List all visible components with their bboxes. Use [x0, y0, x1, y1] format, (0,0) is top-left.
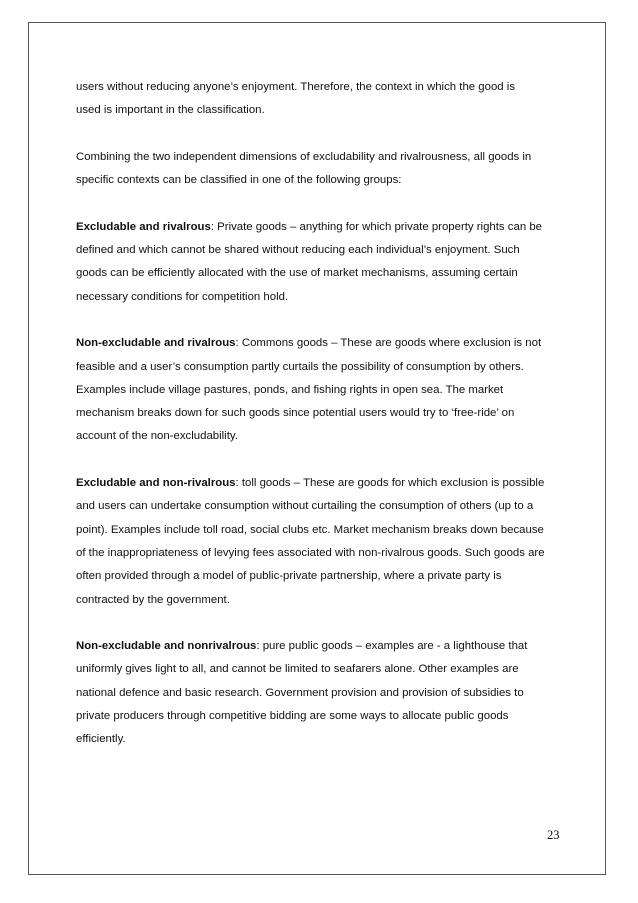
paragraph-classification	[76, 146, 576, 193]
heading-continuation: : pure public goods – examples are - a lighthouse that	[256, 640, 528, 653]
heading-continuation: : toll goods – These are goods for which exclusion is possible	[235, 477, 545, 490]
paragraph-public-goods	[76, 635, 576, 751]
text-line: Combining the two independent dimensions of excludability and rivalrousness, all goods in	[76, 150, 532, 163]
text-line: necessary conditions for competition hold.	[76, 290, 289, 303]
text-line: specific contexts can be classified in one of the following groups:	[76, 174, 402, 187]
text-line: defined and which cannot be shared without reducing each individual’s enjoyment. Such	[76, 244, 520, 257]
text-line: Examples include village pastures, ponds, and fishing rights in open sea. The market	[76, 383, 504, 396]
text-line: used is important in the classification.	[76, 104, 265, 117]
section-heading-excludable-rivalrous: Excludable and rivalrous	[76, 220, 211, 233]
text-line	[76, 332, 576, 355]
text-line: of the inappropriateness of levying fees associated with non-rivalrous goods. Such goods are	[76, 546, 545, 559]
text-line: mechanism breaks down for such goods since potential users would try to ‘free-ride’ on	[76, 407, 515, 420]
section-heading-excludable-non-rivalrous: Excludable and non-rivalrous	[76, 477, 236, 490]
text-line: national defence and basic research. Government provision and provision of subsidies to	[76, 686, 524, 699]
paragraph-private-goods	[76, 216, 576, 309]
section-heading-non-excludable-rivalrous: Non-excludable and rivalrous	[76, 337, 236, 350]
page-number: 23	[547, 828, 560, 842]
text-line: often provided through a model of public-private partnership, where a private party is	[76, 570, 502, 583]
text-line	[76, 216, 576, 239]
text-line: feasible and a user’s consumption partly curtails the possibility of consumption by others.	[76, 360, 524, 373]
paragraph-intro	[76, 76, 576, 123]
page-body	[76, 76, 576, 775]
paragraph-toll-goods	[76, 472, 576, 612]
text-line: point). Examples include toll road, social clubs etc. Market mechanism breaks down because	[76, 523, 544, 536]
text-line: private producers through competitive bidding are some ways to allocate public goods	[76, 710, 509, 723]
paragraph-commons-goods	[76, 332, 576, 448]
text-line: users without reducing anyone’s enjoyment. Therefore, the context in which the good is	[76, 81, 516, 93]
text-line: goods can be efficiently allocated with the use of market mechanisms, assuming certain	[76, 267, 518, 280]
section-heading-non-excludable-nonrivalrous: Non-excludable and nonrivalrous	[76, 640, 257, 653]
text-line	[76, 635, 576, 658]
text-line: uniformly gives light to all, and cannot be limited to seafarers alone. Other examples are	[76, 663, 519, 676]
heading-continuation: : Private goods – anything for which private property rights can be	[210, 220, 542, 233]
text-line: and users can undertake consumption without curtailing the consumption of others (up to a	[76, 500, 534, 513]
heading-continuation: : Commons goods – These are goods where exclusion is not	[235, 337, 542, 350]
text-line	[76, 472, 576, 495]
text-line: efficiently.	[76, 733, 126, 746]
text-line: contracted by the government.	[76, 593, 230, 606]
text-line: account of the non-excludability.	[76, 430, 238, 443]
